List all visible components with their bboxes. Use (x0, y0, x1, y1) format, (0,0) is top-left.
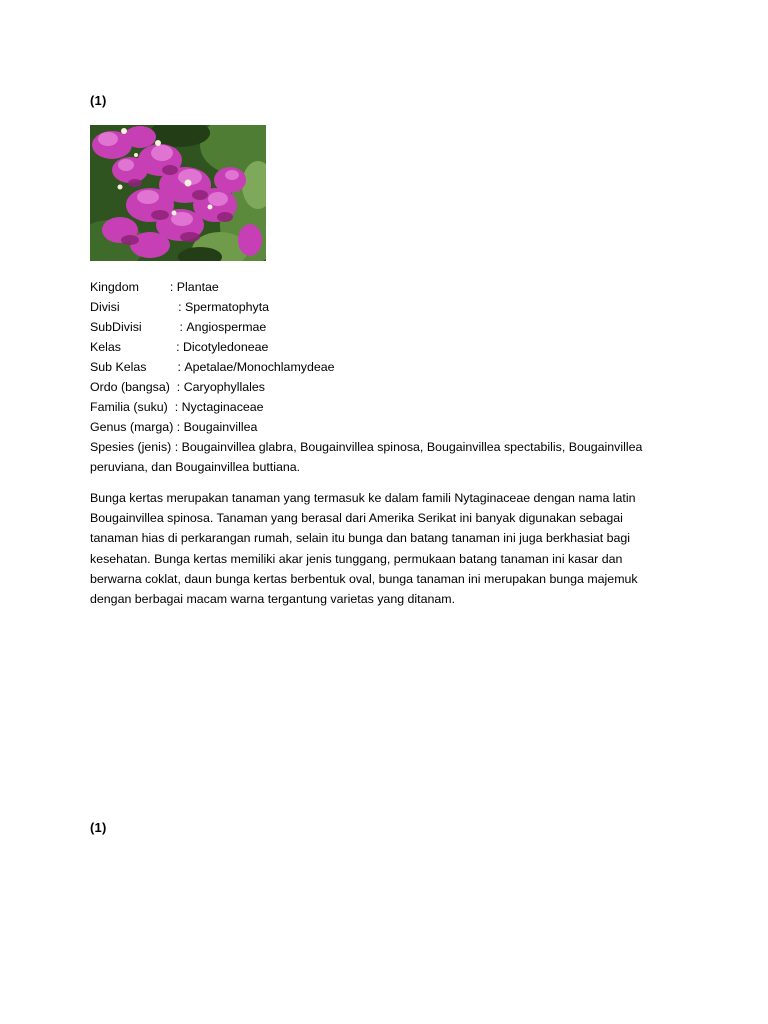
section-marker-bottom: (1) (90, 820, 107, 835)
taxonomy-label: Sub Kelas (90, 360, 147, 374)
taxonomy-row-kingdom (90, 277, 670, 297)
taxonomy-label: Spesies (jenis) (90, 440, 172, 454)
taxonomy-value: Caryophyllales (183, 380, 265, 394)
taxonomy-value: Bougainvillea (183, 420, 258, 434)
taxonomy-separator: : (173, 420, 184, 434)
taxonomy-value: Plantae (176, 280, 219, 294)
taxonomy-row-divisi (90, 297, 670, 317)
taxonomy-separator: : (167, 400, 182, 414)
taxonomy-label: Kingdom (90, 280, 139, 294)
taxonomy-row-genus (90, 417, 670, 437)
taxonomy-list (90, 277, 670, 477)
taxonomy-row-subdivisi (90, 317, 670, 337)
taxonomy-label: Divisi (90, 300, 120, 314)
taxonomy-separator: : (141, 320, 187, 334)
taxonomy-value: Angiospermae (186, 320, 267, 334)
taxonomy-separator: : (138, 280, 177, 294)
taxonomy-row-familia (90, 397, 670, 417)
taxonomy-row-ordo (90, 377, 670, 397)
taxonomy-value: Dicotyledoneae (182, 340, 269, 354)
taxonomy-value: Nyctaginaceae (181, 400, 264, 414)
taxonomy-separator: : (121, 340, 183, 354)
taxonomy-label: Genus (marga) (90, 420, 174, 434)
taxonomy-row-kelas (90, 337, 670, 357)
taxonomy-separator: : (146, 360, 185, 374)
taxonomy-label: Familia (suku) (90, 400, 168, 414)
taxonomy-separator: : (119, 300, 186, 314)
bougainvillea-photo (90, 125, 266, 261)
taxonomy-separator: : (171, 440, 182, 454)
taxonomy-value: Apetalae/Monochlamydeae (184, 360, 335, 374)
taxonomy-value: Bougainvillea glabra, Bougainvillea spinosa, Bougainvillea spectabilis, Bougainvillea peruviana, dan Bougainvillea buttiana. (90, 440, 643, 474)
taxonomy-row-spesies (90, 437, 670, 477)
taxonomy-row-sub-kelas (90, 357, 670, 377)
description-paragraph: Bunga kertas merupakan tanaman yang termasuk ke dalam famili Nytaginaceae dengan nama latin Bougainvillea spinosa. Tanaman yang berasal dari Amerika Serikat ini banyak digunakan sebagai tanaman hias di perkarangan rumah, selain itu bunga dan batang tanaman ini juga berkhasiat bagi kesehatan. Bunga kertas memiliki akar jenis tunggang, permukaan batang tanaman ini kasar dan berwarna coklat, daun bunga kertas berbentuk oval, bunga tanaman ini merupakan bunga majemuk dengan berbagai macam warna tergantung varietas yang ditanam. (90, 491, 638, 607)
taxonomy-separator: : (169, 380, 184, 394)
section-marker-top: (1) (90, 93, 107, 108)
taxonomy-label: Kelas (90, 340, 121, 354)
taxonomy-label: SubDivisi (90, 320, 142, 334)
taxonomy-value: Spermatophyta (185, 300, 270, 314)
taxonomy-label: Ordo (bangsa) (90, 380, 170, 394)
